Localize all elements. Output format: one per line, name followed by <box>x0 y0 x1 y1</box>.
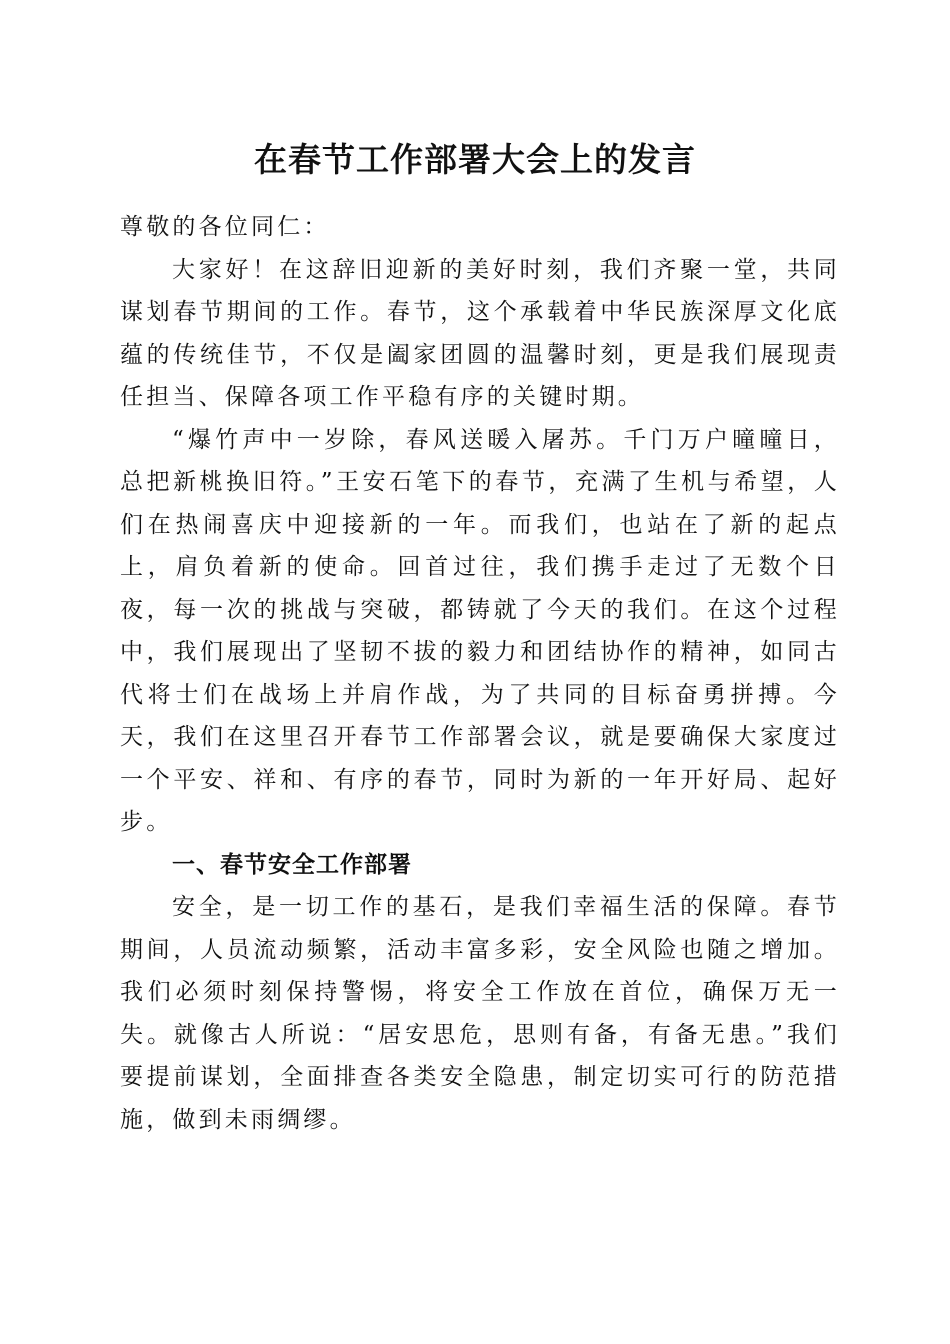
salutation: 尊敬的各位同仁： <box>120 214 330 240</box>
paragraph-safety: 安全，是一切工作的基石，是我们幸福生活的保障。春节期间，人员流动频繁，活动丰富多彩，安全风险也随之增加。我们必须时刻保持警惕，将安全工作放在首位，确保万无一失。就像古人所说：“居安思危，思则有备，有备无患。”我们要提前谋划，全面排查各类安全隐患，制定切实可行的防范措施，做到未雨绸缪。 <box>120 894 840 1133</box>
paragraph-greeting: 大家好！在这辞旧迎新的美好时刻，我们齐聚一堂，共同谋划春节期间的工作。春节，这个承载着中华民族深厚文化底蕴的传统佳节，不仅是阖家团圆的温馨时刻，更是我们展现责任担当、保障各项工作平稳有序的关键时期。 <box>120 256 840 410</box>
paragraph-poem: “爆竹声中一岁除，春风送暖入屠苏。千门万户曈曈日，总把新桃换旧符。”王安石笔下的春节，充满了生机与希望，人们在热闹喜庆中迎接新的一年。而我们，也站在了新的起点上，肩负着新的使命。回首过往，我们携手走过了无数个日夜，每一次的挑战与突破，都铸就了今天的我们。在这个过程中，我们展现出了坚韧不拔的毅力和团结协作的精神，如同古代将士们在战场上并肩作战，为了共同的目标奋勇拼搏。今天，我们在这里召开春节工作部署会议，就是要确保大家度过一个平安、祥和、有序的春节，同时为新的一年开好局、起好步。 <box>120 426 840 835</box>
document-body <box>120 206 840 1141</box>
document-title: 在春节工作部署大会上的发言 <box>254 140 696 179</box>
section-heading-safety: 一、春节安全工作部署 <box>172 851 412 878</box>
